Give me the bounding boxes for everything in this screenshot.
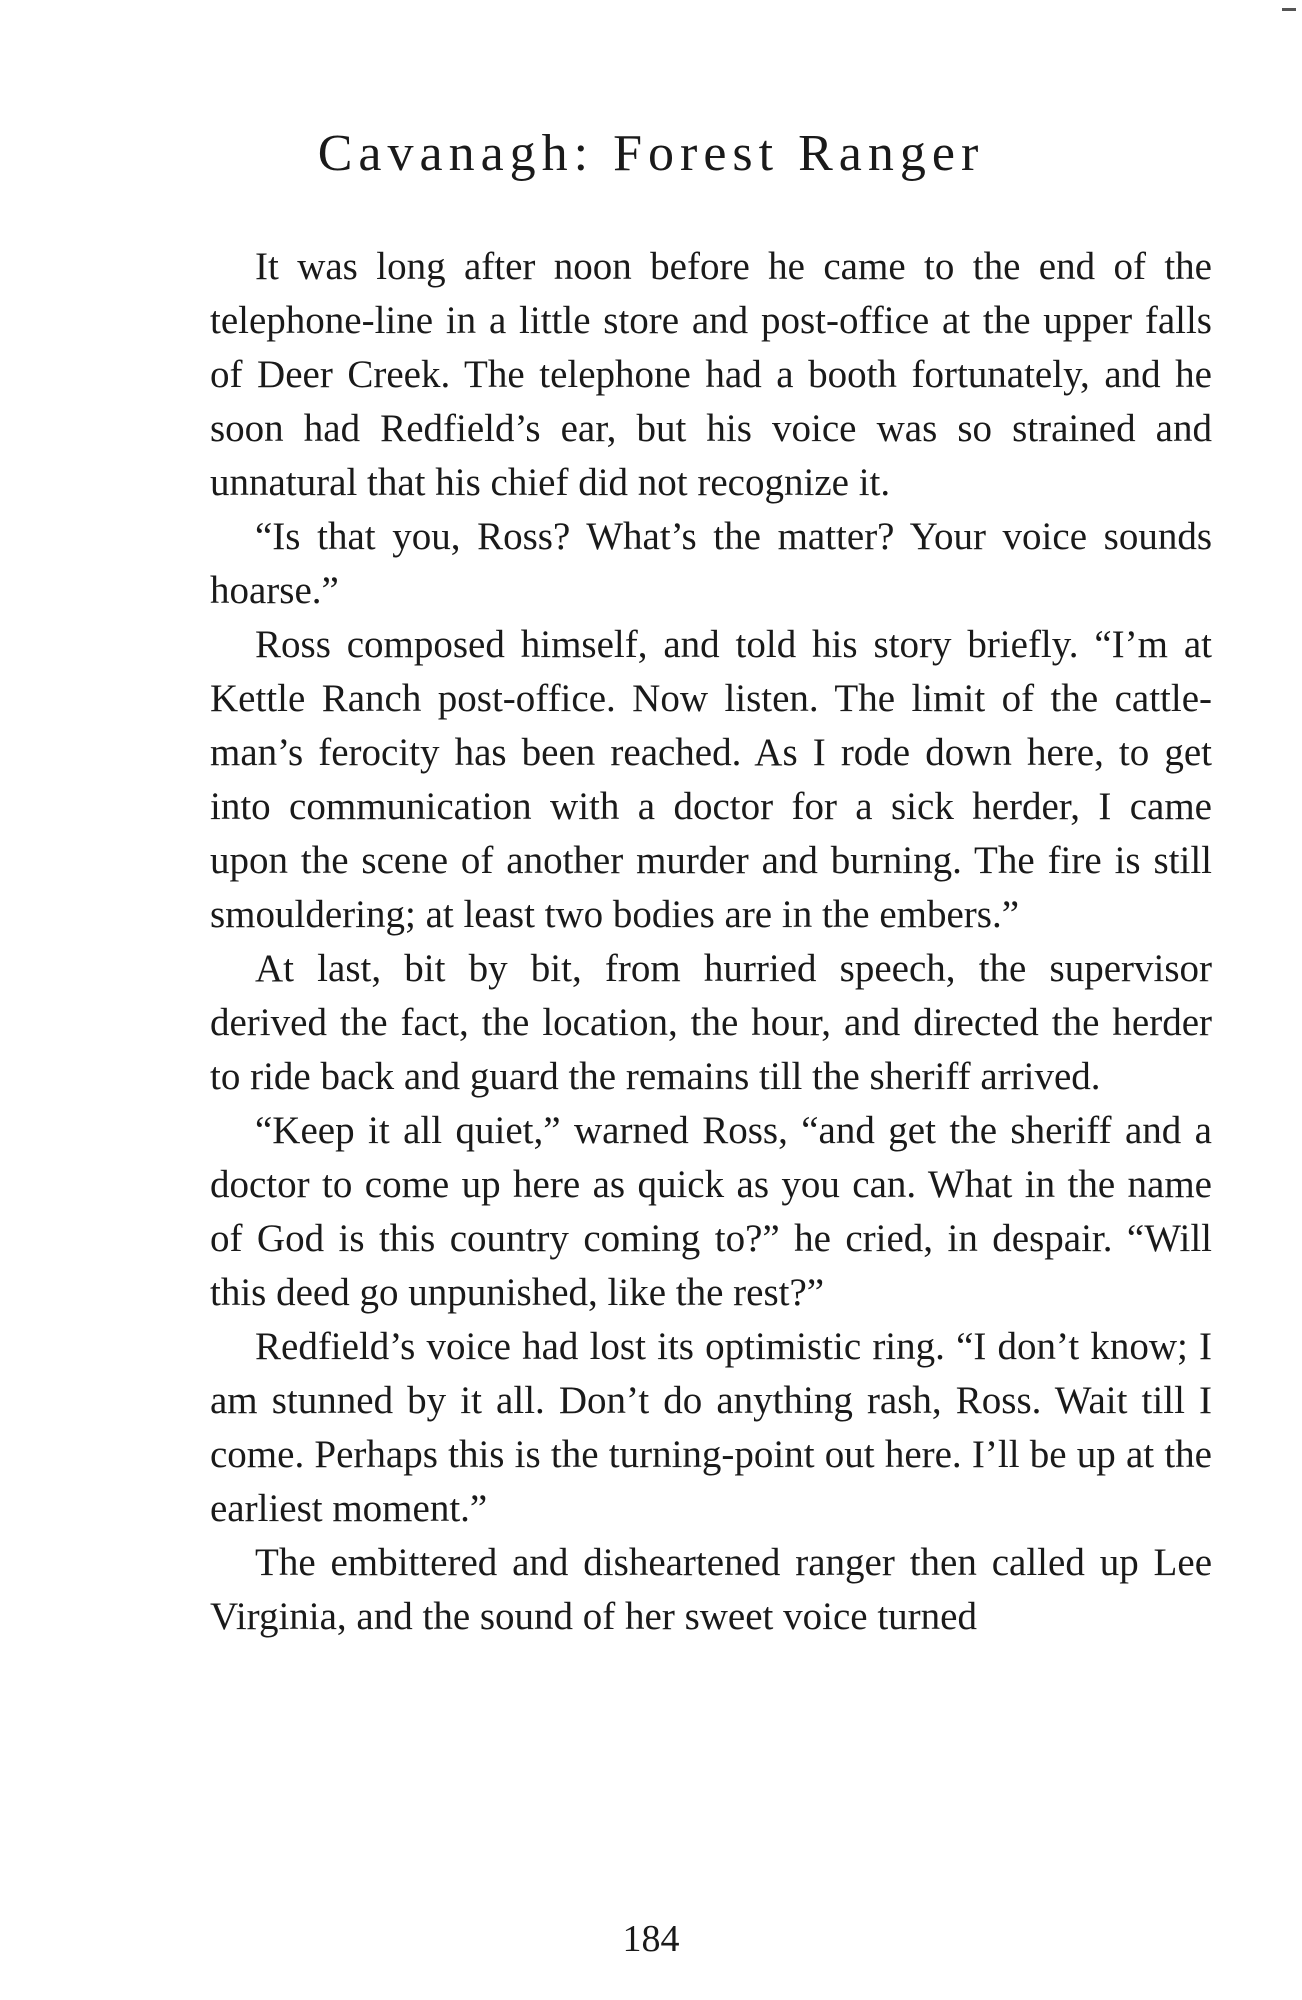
paragraph-7: The embittered and disheartened ranger then called up Lee Virginia, and the sound of her sweet voice turned <box>210 1541 1212 1638</box>
paragraph-3: Ross composed himself, and told his story briefly. “I’m at Kettle Ranch post-office. Now listen. The limit of the cattle-man’s ferocity has been reached. As I rode down here, to get into communication with a doctor for a sick herder, I came upon the scene of another murder and burning. The fire is still smouldering; at least two bodies are in the embers.” <box>210 623 1212 936</box>
paragraph-1: It was long after noon before he came to the end of the telephone-line in a little store and post-office at the upper falls of Deer Creek. The telephone had a booth fortunately, and he soon had Redfield’s ear, but his voice was so strained and unnatural that his chief did not recognize it. <box>210 245 1212 504</box>
paragraph-5: “Keep it all quiet,” warned Ross, “and get the sheriff and a doctor to come up here as quick as you can. What in the name of God is this country coming to?” he cried, in despair. “Will this deed go unpunished, like the rest?” <box>210 1109 1212 1314</box>
scan-edge-mark <box>1282 8 1296 11</box>
paragraph-6: Redfield’s voice had lost its optimistic ring. “I don’t know; I am stunned by it all. Don’t do anything rash, Ross. Wait till I come. Perhaps this is the turning-point out here. I’ll be up at the earliest moment.” <box>210 1325 1212 1530</box>
running-head: Cavanagh: Forest Ranger <box>317 125 985 182</box>
paragraph-4: At last, bit by bit, from hurried speech, the supervisor derived the fact, the location, the hour, and directed the herder to ride back and guard the remains till the sheriff arrived. <box>210 947 1212 1098</box>
page-number: 184 <box>622 1918 680 1960</box>
paragraph-2: “Is that you, Ross? What’s the matter? Your voice sounds hoarse.” <box>210 515 1212 612</box>
body-text <box>210 240 1212 1644</box>
